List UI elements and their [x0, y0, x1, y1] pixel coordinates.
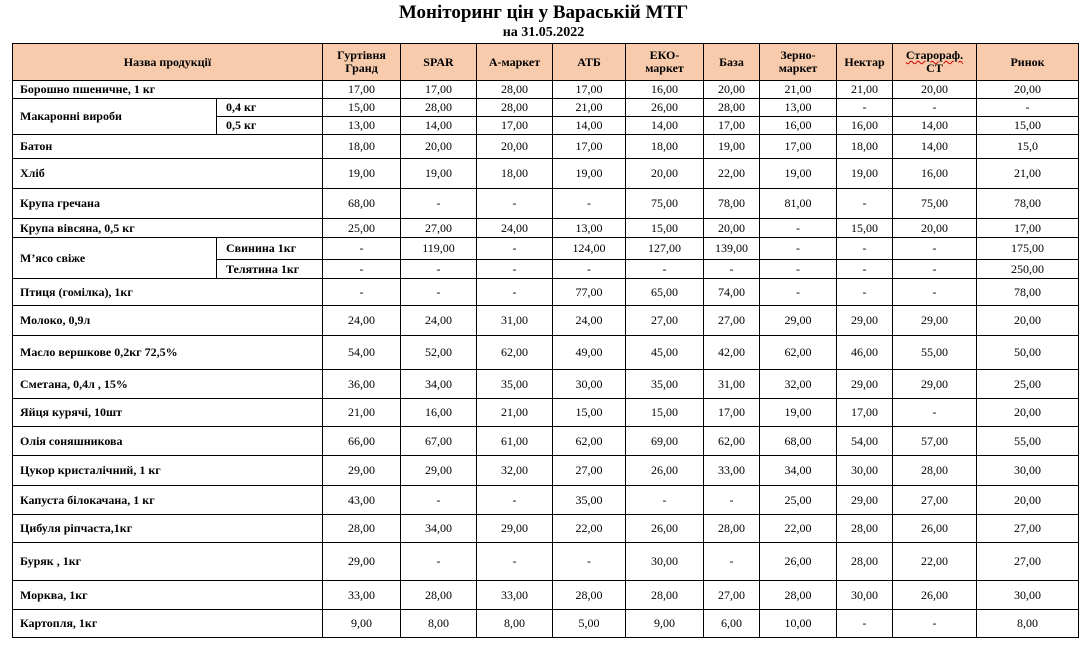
price-cell: 50,00	[977, 336, 1079, 370]
price-cell: 15,00	[977, 117, 1079, 135]
table-row	[13, 81, 1079, 99]
price-cell: 29,00	[477, 515, 553, 543]
price-cell: 20,00	[977, 486, 1079, 515]
price-cell: 62,00	[553, 427, 626, 456]
store-header-line: SPAR	[423, 54, 454, 69]
table-row	[13, 515, 1079, 543]
price-cell: 29,00	[837, 306, 893, 336]
price-cell: 18,00	[323, 135, 401, 159]
price-cell: 8,00	[977, 610, 1079, 638]
price-cell: -	[401, 486, 477, 515]
price-cell: 16,00	[760, 117, 837, 135]
product-name-cell: Макаронні вироби	[13, 99, 217, 135]
price-cell: 78,00	[704, 189, 760, 219]
store-column-header	[893, 44, 977, 81]
price-cell: -	[837, 238, 893, 260]
price-cell: -	[760, 238, 837, 260]
price-cell: 119,00	[401, 238, 477, 260]
store-column-header	[977, 44, 1079, 81]
price-cell: 26,00	[626, 515, 704, 543]
price-cell: 49,00	[553, 336, 626, 370]
store-header-line: Зерно-	[780, 48, 816, 62]
product-name-cell: Сметана, 0,4л , 15%	[13, 370, 323, 399]
price-cell: 10,00	[760, 610, 837, 638]
price-cell: 29,00	[760, 306, 837, 336]
price-cell: 17,00	[401, 81, 477, 99]
table-row	[13, 159, 1079, 189]
price-cell: 19,00	[760, 159, 837, 189]
price-cell: 75,00	[893, 189, 977, 219]
price-cell: 62,00	[704, 427, 760, 456]
price-cell: 55,00	[893, 336, 977, 370]
price-cell: 27,00	[626, 306, 704, 336]
price-cell: 14,00	[401, 117, 477, 135]
price-cell: 21,00	[553, 99, 626, 117]
price-cell: 21,00	[323, 399, 401, 427]
price-cell: 19,00	[401, 159, 477, 189]
price-cell: 28,00	[477, 99, 553, 117]
store-header-line: Ринок	[1010, 54, 1045, 69]
price-cell: 81,00	[760, 189, 837, 219]
price-cell: 29,00	[837, 370, 893, 399]
price-cell: 20,00	[977, 81, 1079, 99]
price-cell: 22,00	[704, 159, 760, 189]
price-cell: 21,00	[837, 81, 893, 99]
price-cell: 15,00	[837, 219, 893, 238]
price-cell: 124,00	[553, 238, 626, 260]
price-cell: 29,00	[893, 370, 977, 399]
price-cell: 29,00	[893, 306, 977, 336]
price-cell: 30,00	[837, 581, 893, 610]
price-cell: -	[704, 543, 760, 581]
price-cell: 22,00	[553, 515, 626, 543]
price-cell: 28,00	[760, 581, 837, 610]
price-cell: 67,00	[401, 427, 477, 456]
table-header-row	[13, 44, 1079, 81]
price-cell: -	[893, 610, 977, 638]
price-cell: 29,00	[837, 486, 893, 515]
price-cell: 13,00	[553, 219, 626, 238]
price-cell: 28,00	[893, 456, 977, 486]
price-cell: 65,00	[626, 279, 704, 306]
store-header-line: ЕКО-	[649, 48, 680, 62]
table-row	[13, 219, 1079, 238]
price-cell: 74,00	[704, 279, 760, 306]
table-row	[13, 399, 1079, 427]
price-cell: 62,00	[477, 336, 553, 370]
table-row	[13, 581, 1079, 610]
price-cell: 19,00	[760, 399, 837, 427]
store-column-header	[704, 44, 760, 81]
price-cell: 69,00	[626, 427, 704, 456]
product-name-cell: Молоко, 0,9л	[13, 306, 323, 336]
product-name-cell: Картопля, 1кг	[13, 610, 323, 638]
store-header-line: СТ	[926, 61, 943, 75]
price-cell: -	[704, 260, 760, 279]
store-column-header	[626, 44, 704, 81]
price-cell: 28,00	[401, 581, 477, 610]
price-cell: 17,00	[553, 135, 626, 159]
price-cell: -	[401, 189, 477, 219]
price-cell: 8,00	[477, 610, 553, 638]
price-cell: 19,00	[837, 159, 893, 189]
price-cell: -	[837, 610, 893, 638]
product-name-cell: Масло вершкове 0,2кг 72,5%	[13, 336, 323, 370]
price-cell: -	[977, 99, 1079, 117]
price-cell: 54,00	[837, 427, 893, 456]
price-cell: 17,00	[760, 135, 837, 159]
price-cell: 8,00	[401, 610, 477, 638]
price-cell: 16,00	[893, 159, 977, 189]
product-variant-cell: 0,4 кг	[217, 99, 323, 117]
price-cell: 13,00	[323, 117, 401, 135]
price-cell: 16,00	[626, 81, 704, 99]
price-cell: 30,00	[553, 370, 626, 399]
price-cell: 9,00	[323, 610, 401, 638]
price-cell: 33,00	[704, 456, 760, 486]
store-header-line: Нектар	[844, 54, 885, 69]
price-cell: 21,00	[977, 159, 1079, 189]
table-row	[13, 279, 1079, 306]
price-cell: 77,00	[553, 279, 626, 306]
price-cell: 75,00	[626, 189, 704, 219]
price-cell: 29,00	[401, 456, 477, 486]
store-header-line: маркет	[645, 61, 684, 75]
price-cell: 57,00	[893, 427, 977, 456]
price-cell: 46,00	[837, 336, 893, 370]
price-cell: 15,0	[977, 135, 1079, 159]
price-cell: 27,00	[704, 306, 760, 336]
price-cell: 17,00	[477, 117, 553, 135]
price-cell: -	[553, 543, 626, 581]
price-cell: 20,00	[893, 219, 977, 238]
product-name-cell: Олія соняшникова	[13, 427, 323, 456]
price-cell: 55,00	[977, 427, 1079, 456]
price-cell: 15,00	[626, 399, 704, 427]
price-cell: 17,00	[553, 81, 626, 99]
price-cell: 19,00	[553, 159, 626, 189]
price-cell: 28,00	[704, 99, 760, 117]
price-cell: 20,00	[704, 219, 760, 238]
price-cell: 30,00	[837, 456, 893, 486]
price-cell: 27,00	[977, 515, 1079, 543]
price-cell: 9,00	[626, 610, 704, 638]
price-cell: 45,00	[626, 336, 704, 370]
table-row	[13, 370, 1079, 399]
price-cell: 24,00	[401, 306, 477, 336]
price-cell: -	[477, 189, 553, 219]
price-cell: 18,00	[477, 159, 553, 189]
price-cell: -	[893, 99, 977, 117]
price-cell: -	[893, 260, 977, 279]
price-cell: 27,00	[977, 543, 1079, 581]
price-cell: -	[837, 99, 893, 117]
price-cell: 127,00	[626, 238, 704, 260]
product-name-cell: Крупа вівсяна, 0,5 кг	[13, 219, 323, 238]
price-cell: 19,00	[704, 135, 760, 159]
price-cell: -	[477, 543, 553, 581]
price-cell: -	[837, 189, 893, 219]
product-name-cell: Крупа гречана	[13, 189, 323, 219]
table-row	[13, 135, 1079, 159]
store-column-header	[323, 44, 401, 81]
store-column-header	[553, 44, 626, 81]
product-name-cell: Яйця курячі, 10шт	[13, 399, 323, 427]
price-cell: 62,00	[760, 336, 837, 370]
price-cell: 28,00	[837, 543, 893, 581]
price-cell: 61,00	[477, 427, 553, 456]
table-row	[13, 543, 1079, 581]
price-cell: 14,00	[626, 117, 704, 135]
price-cell: 34,00	[760, 456, 837, 486]
product-name-cell: Борошно пшеничне, 1 кг	[13, 81, 323, 99]
price-cell: 26,00	[626, 456, 704, 486]
price-cell: 26,00	[893, 581, 977, 610]
price-cell: 30,00	[977, 456, 1079, 486]
price-cell: 26,00	[760, 543, 837, 581]
price-table	[12, 43, 1079, 638]
product-variant-cell: 0,5 кг	[217, 117, 323, 135]
price-cell: -	[626, 486, 704, 515]
page-title: Моніторинг цін у Вараській МТГ	[398, 2, 689, 23]
price-cell: 16,00	[837, 117, 893, 135]
price-cell: -	[893, 238, 977, 260]
price-cell: 21,00	[477, 399, 553, 427]
price-cell: 20,00	[477, 135, 553, 159]
price-cell: 35,00	[477, 370, 553, 399]
product-name-cell: М’ясо свіже	[13, 238, 217, 279]
product-name-cell: Буряк , 1кг	[13, 543, 323, 581]
table-row	[13, 336, 1079, 370]
price-cell: 16,00	[401, 399, 477, 427]
price-cell: 14,00	[893, 135, 977, 159]
price-cell: -	[323, 260, 401, 279]
price-cell: 35,00	[626, 370, 704, 399]
price-cell: 22,00	[760, 515, 837, 543]
product-name-cell: Цибуля ріпчаста,1кг	[13, 515, 323, 543]
price-cell: 6,00	[704, 610, 760, 638]
price-cell: 27,00	[704, 581, 760, 610]
price-cell: 22,00	[893, 543, 977, 581]
store-column-header	[477, 44, 553, 81]
price-cell: 30,00	[626, 543, 704, 581]
price-cell: -	[760, 219, 837, 238]
price-cell: -	[893, 279, 977, 306]
price-cell: -	[477, 279, 553, 306]
product-name-cell: Капуста білокачана, 1 кг	[13, 486, 323, 515]
price-cell: -	[477, 260, 553, 279]
price-cell: 52,00	[401, 336, 477, 370]
price-cell: 31,00	[477, 306, 553, 336]
price-cell: 28,00	[553, 581, 626, 610]
product-name-cell: Батон	[13, 135, 323, 159]
price-cell: 29,00	[323, 456, 401, 486]
price-cell: 21,00	[760, 81, 837, 99]
store-header-line: А-маркет	[488, 54, 541, 69]
price-cell: 20,00	[977, 399, 1079, 427]
price-cell: 26,00	[893, 515, 977, 543]
store-header-line: маркет	[778, 61, 818, 75]
price-cell: 18,00	[837, 135, 893, 159]
price-cell: 33,00	[477, 581, 553, 610]
product-name-cell: Цукор кристалічний, 1 кг	[13, 456, 323, 486]
price-cell: 18,00	[626, 135, 704, 159]
price-cell: 17,00	[704, 117, 760, 135]
product-name-cell: Хліб	[13, 159, 323, 189]
price-cell: 28,00	[323, 515, 401, 543]
store-column-header	[837, 44, 893, 81]
price-cell: 24,00	[477, 219, 553, 238]
price-cell: 68,00	[760, 427, 837, 456]
price-cell: 31,00	[704, 370, 760, 399]
price-cell: -	[760, 279, 837, 306]
store-column-header	[401, 44, 477, 81]
price-cell: 28,00	[401, 99, 477, 117]
price-cell: -	[893, 399, 977, 427]
table-row	[13, 456, 1079, 486]
price-cell: 25,00	[760, 486, 837, 515]
price-cell: -	[401, 260, 477, 279]
table-row	[13, 486, 1079, 515]
price-cell: -	[323, 279, 401, 306]
price-cell: 34,00	[401, 515, 477, 543]
table-row	[13, 427, 1079, 456]
price-cell: 25,00	[977, 370, 1079, 399]
price-cell: 17,00	[837, 399, 893, 427]
table-row	[13, 238, 1079, 260]
table-row	[13, 610, 1079, 638]
table-row	[13, 189, 1079, 219]
price-cell: 24,00	[323, 306, 401, 336]
price-cell: 15,00	[553, 399, 626, 427]
price-cell: 139,00	[704, 238, 760, 260]
price-cell: -	[477, 486, 553, 515]
price-cell: 32,00	[477, 456, 553, 486]
price-cell: 19,00	[323, 159, 401, 189]
price-cell: 20,00	[626, 159, 704, 189]
price-cell: 36,00	[323, 370, 401, 399]
price-cell: 28,00	[837, 515, 893, 543]
price-cell: 17,00	[704, 399, 760, 427]
price-cell: 15,00	[626, 219, 704, 238]
price-cell: -	[760, 260, 837, 279]
product-name-cell: Птиця (гомілка), 1кг	[13, 279, 323, 306]
price-cell: 15,00	[323, 99, 401, 117]
price-cell: -	[837, 260, 893, 279]
price-cell: 13,00	[760, 99, 837, 117]
price-cell: 43,00	[323, 486, 401, 515]
price-cell: 14,00	[893, 117, 977, 135]
price-cell: 24,00	[553, 306, 626, 336]
price-cell: 26,00	[626, 99, 704, 117]
price-cell: 42,00	[704, 336, 760, 370]
product-variant-cell: Телятина 1кг	[217, 260, 323, 279]
product-variant-cell: Свинина 1кг	[217, 238, 323, 260]
price-cell: 14,00	[553, 117, 626, 135]
price-cell: -	[323, 238, 401, 260]
price-cell: 66,00	[323, 427, 401, 456]
price-cell: 78,00	[977, 279, 1079, 306]
price-cell: -	[626, 260, 704, 279]
price-cell: 68,00	[323, 189, 401, 219]
price-cell: 28,00	[626, 581, 704, 610]
product-column-header: Назва продукції	[13, 44, 323, 81]
price-cell: 5,00	[553, 610, 626, 638]
price-cell: 30,00	[977, 581, 1079, 610]
price-cell: 27,00	[893, 486, 977, 515]
price-cell: 32,00	[760, 370, 837, 399]
price-cell: -	[553, 260, 626, 279]
price-cell: 250,00	[977, 260, 1079, 279]
store-header-line: Гуртівня	[337, 48, 386, 62]
price-cell: 27,00	[401, 219, 477, 238]
price-cell: 28,00	[477, 81, 553, 99]
price-cell: 78,00	[977, 189, 1079, 219]
price-cell: -	[704, 486, 760, 515]
store-column-header	[760, 44, 837, 81]
price-cell: -	[837, 279, 893, 306]
price-cell: -	[401, 543, 477, 581]
store-header-line: АТБ	[577, 54, 601, 69]
product-name-cell: Морква, 1кг	[13, 581, 323, 610]
table-row	[13, 306, 1079, 336]
price-cell: 20,00	[401, 135, 477, 159]
price-cell: 28,00	[704, 515, 760, 543]
price-cell: 54,00	[323, 336, 401, 370]
price-cell: -	[477, 238, 553, 260]
price-cell: 25,00	[323, 219, 401, 238]
price-cell: -	[401, 279, 477, 306]
price-cell: 17,00	[977, 219, 1079, 238]
price-cell: 17,00	[323, 81, 401, 99]
store-header-line: Гранд	[345, 61, 378, 75]
price-cell: 33,00	[323, 581, 401, 610]
table-row	[13, 99, 1079, 117]
price-cell: 175,00	[977, 238, 1079, 260]
store-header-line: Старораф.	[905, 48, 964, 62]
price-cell: 20,00	[977, 306, 1079, 336]
price-cell: 34,00	[401, 370, 477, 399]
price-cell: -	[553, 189, 626, 219]
price-cell: 20,00	[704, 81, 760, 99]
price-cell: 27,00	[553, 456, 626, 486]
price-cell: 29,00	[323, 543, 401, 581]
price-cell: 20,00	[893, 81, 977, 99]
price-cell: 35,00	[553, 486, 626, 515]
page-subtitle: на 31.05.2022	[502, 25, 585, 40]
store-header-line: База	[719, 54, 744, 69]
